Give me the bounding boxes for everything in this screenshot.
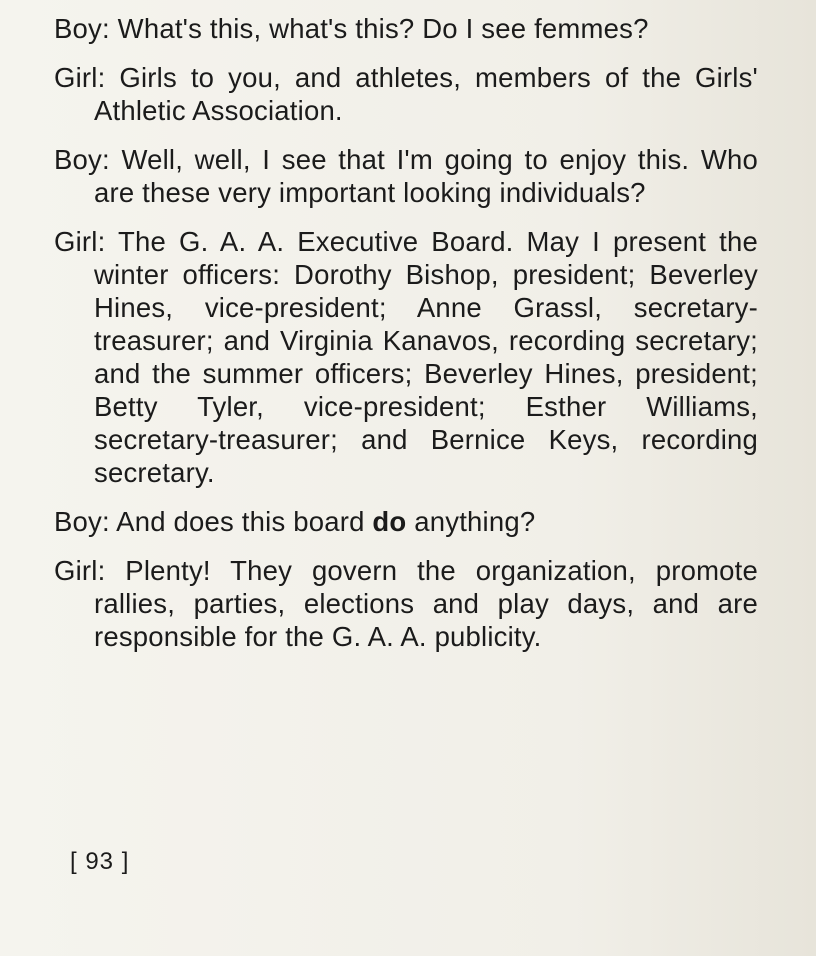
page-number: [ 93 ] — [70, 848, 130, 875]
emphasized-word: do — [372, 506, 407, 537]
dialogue-line-4 — [54, 225, 758, 489]
speaker-label: Boy: — [54, 13, 110, 44]
dialogue-line-1 — [54, 12, 758, 45]
speaker-label: Boy: — [54, 144, 110, 175]
dialogue-text-4: The G. A. A. Executive Board. May I present the winter officers: Dorothy Bishop, president; Beverley Hines, vice-president; Anne Grassl, secretary-treasurer; and Virginia Kanavos, recording secretary; and the summer officers; Beverley Hines, president; Betty Tyler, vice-president; Esther Williams, secretary-treasurer; and Bernice Keys, recording secretary. — [94, 226, 759, 488]
dialogue-line-5 — [54, 505, 758, 538]
dialogue-text-5b: anything? — [414, 506, 536, 537]
dialogue-line-6 — [54, 554, 758, 653]
speaker-label: Boy: — [54, 506, 110, 537]
dialogue-line-3 — [54, 143, 758, 209]
dialogue-text — [54, 12, 758, 669]
dialogue-text-1: What's this, what's this? Do I see femmes? — [117, 13, 649, 44]
dialogue-text-5a: And does this board — [116, 506, 365, 537]
dialogue-text-6: Plenty! They govern the organization, promote rallies, parties, elections and play days, and are responsible for the G. A. A. publicity. — [94, 555, 759, 652]
dialogue-line-2 — [54, 61, 758, 127]
speaker-label: Girl: — [54, 62, 106, 93]
dialogue-text-2: Girls to you, and athletes, members of the Girls' Athletic Association. — [94, 62, 758, 126]
speaker-label: Girl: — [54, 226, 106, 257]
speaker-label: Girl: — [54, 555, 106, 586]
dialogue-text-3: Well, well, I see that I'm going to enjoy this. Who are these very important looking individuals? — [94, 144, 758, 208]
